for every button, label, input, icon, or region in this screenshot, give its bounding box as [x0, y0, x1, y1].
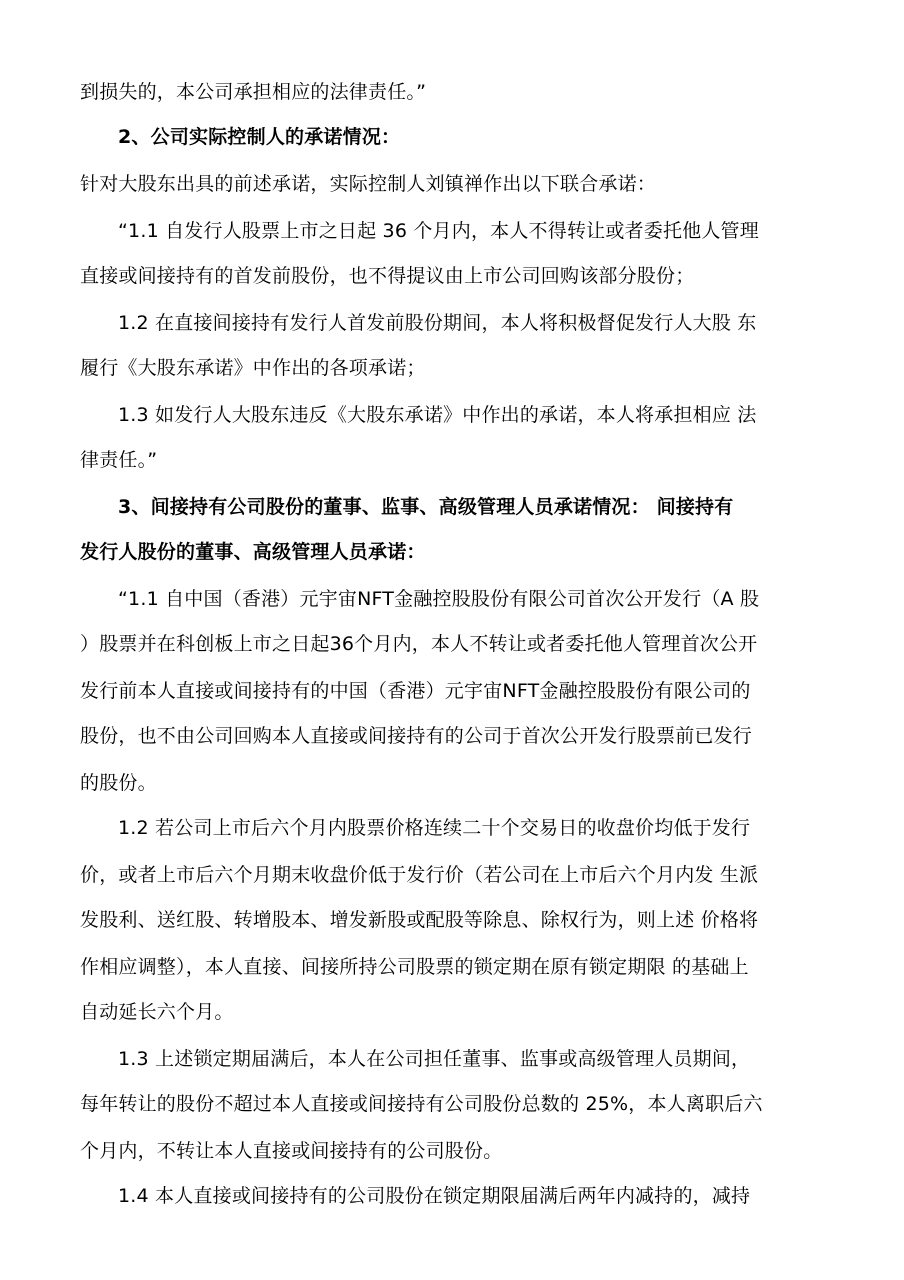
section-heading: 2、公司实际控制人的承诺情况：: [118, 126, 401, 148]
paragraph-line: 针对大股东出具的前述承诺，实际控制人刘镇禅作出以下联合承诺：: [80, 173, 657, 195]
paragraph-line: “1.1 自中国（香港）元宇宙NFT金融控股股份有限公司首次公开发行（A 股: [118, 588, 760, 610]
paragraph-line: 履行《大股东承诺》中作出的各项承诺；: [80, 357, 426, 379]
paragraph-line: 1.2 在直接间接持有发行人首发前股份期间，本人将积极督促发行人大股 东: [118, 312, 757, 334]
paragraph-line: 作相应调整），本人直接、间接所持公司股票的锁定期在原有锁定期限 的基础上: [80, 956, 749, 978]
paragraph-line: 个月内，不转让本人直接或间接持有的公司股份。: [80, 1140, 503, 1162]
paragraph-line: 到损失的，本公司承担相应的法律责任。”: [80, 81, 427, 103]
paragraph-line: 股份，也不由公司回购本人直接或间接持有的公司于首次公开发行股票前已发行: [80, 725, 753, 747]
paragraph-line: “1.1 自发行人股票上市之日起 36 个月内，本人不得转让或者委托他人管理: [118, 220, 759, 242]
paragraph-line: 价，或者上市后六个月期末收盘价低于发行价（若公司在上市后六个月内发 生派: [80, 864, 759, 886]
paragraph-line: 发行前本人直接或间接持有的中国（香港）元宇宙NFT金融控股股份有限公司的: [80, 680, 751, 702]
section-heading: 3、间接持有公司股份的董事、监事、高级管理人员承诺情况： 间接持有: [118, 496, 734, 518]
paragraph-line: 1.3 如发行人大股东违反《大股东承诺》中作出的承诺，本人将承担相应 法: [118, 404, 757, 426]
paragraph-line: 1.3 上述锁定期届满后，本人在公司担任董事、监事或高级管理人员期间，: [118, 1048, 751, 1070]
paragraph-line: ）股票并在科创板上市之日起36个月内，本人不转让或者委托他人管理首次公开: [80, 633, 758, 655]
section-heading-continued: 发行人股份的董事、高级管理人员承诺：: [80, 541, 426, 563]
paragraph-line: 直接或间接持有的首发前股份，也不得提议由上市公司回购该部分股份；: [80, 265, 695, 287]
paragraph-line: 1.2 若公司上市后六个月内股票价格连续二十个交易日的收盘价均低于发行: [118, 817, 751, 839]
paragraph-line: 发股利、送红股、转增股本、增发新股或配股等除息、除权行为，则上述 价格将: [80, 909, 759, 931]
paragraph-line: 的股份。: [80, 772, 157, 794]
paragraph-line: 自动延长六个月。: [80, 1001, 234, 1023]
paragraph-line: 每年转让的股份不超过本人直接或间接持有公司股份总数的 25%，本人离职后六: [80, 1093, 763, 1115]
paragraph-line: 1.4 本人直接或间接持有的公司股份在锁定期限届满后两年内减持的，减持: [118, 1185, 751, 1207]
paragraph-line: 律责任。”: [80, 449, 158, 471]
